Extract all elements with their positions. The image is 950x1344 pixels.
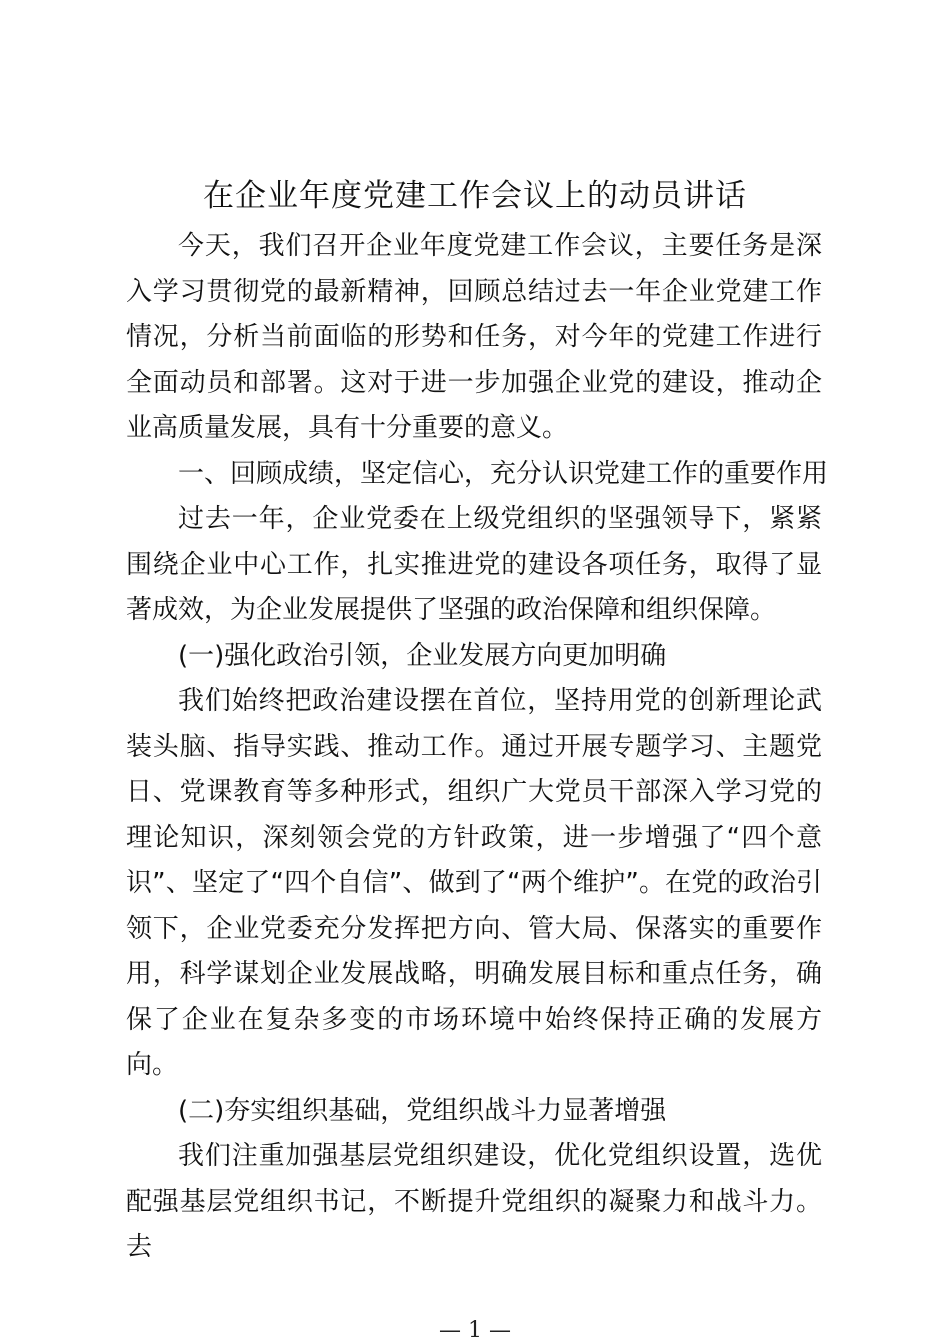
subsection-heading-2: (二)夯实组织基础，党组织战斗力显著增强 — [178, 1095, 667, 1126]
subsection-1-paragraph: 我们始终把政治建设摆在首位，坚持用党的创新理论武装头脑、指导实践、推动工作。通过开展专题学习、主题党日、党课教育等多种形式，组织广大党员干部深入学习党的理论知识，深刻领会党的方针政策，进一步增强了“四个意识”、坚定了“四个自信”、做到了“两个维护”。在党的政治引领下，企业党委充分发挥把方向、管大局、保落实的重要作用，科学谋划企业发展战略，明确发展目标和重点任务，确保了企业在复杂多变的市场环境中始终保持正确的发展方向。 — [126, 686, 822, 1080]
subsection-2-paragraph: 我们注重加强基层党组织建设，优化党组织设置，选优配强基层党组织书记，不断提升党组织的凝聚力和战斗力。去 — [126, 1141, 822, 1262]
intro-paragraph: 今天，我们召开企业年度党建工作会议，主要任务是深入学习贯彻党的最新精神，回顾总结过去一年企业党建工作情况，分析当前面临的形势和任务，对今年的党建工作进行全面动员和部署。这对于进一步加强企业党的建设，推动企业高质量发展，具有十分重要的意义。 — [126, 231, 822, 443]
section-1-paragraph: 过去一年，企业党委在上级党组织的坚强领导下，紧紧围绕企业中心工作，扎实推进党的建设各项任务，取得了显著成效，为企业发展提供了坚强的政治保障和组织保障。 — [126, 504, 822, 625]
section-heading-1: 一、回顾成绩，坚定信心，充分认识党建工作的重要作用 — [178, 458, 829, 489]
page-number: — 1 — — [439, 1318, 511, 1343]
document-body — [126, 224, 829, 1271]
subsection-heading-1: (一)强化政治引领，企业发展方向更加明确 — [178, 640, 667, 671]
document-title: 在企业年度党建工作会议上的动员讲话 — [203, 178, 747, 214]
